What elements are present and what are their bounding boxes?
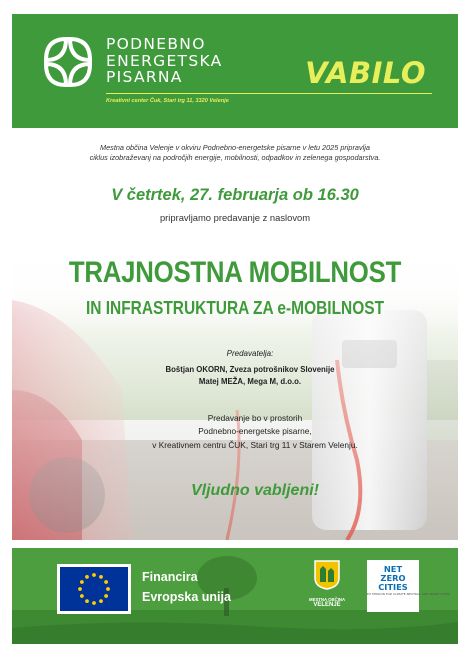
lecturers-label: Predavatelja: [226,349,274,358]
velenje-municipality-logo [309,560,345,608]
venue-line: Podnebno-energetske pisarne, [198,426,312,436]
intro-line: Mestna občina Velenje v okviru Podnebno-energetske pisarne v letu 2025 pripravlja [100,143,370,152]
brand-name [106,36,223,86]
brand-line: ENERGETSKA [106,51,223,70]
header-divider [106,93,432,94]
intro-line: ciklus izobraževanj na področjih energije, mobilnosti, odpadkov in zelenega gospodarstva. [89,153,381,162]
eu-flag-icon [60,567,128,611]
funding-text: Evropska unija [142,590,231,604]
welcome-message: Vljudno vabljeni! [190,482,319,499]
venue-line: Predavanje bo v prostorih [207,413,303,423]
nzc-tagline: EU MISSION FOR CLIMATE-NEUTRAL AND SMART CITIES [367,592,450,596]
header-banner [12,14,458,128]
footer-banner [12,548,458,644]
intro-paragraph [30,143,440,163]
brand-line: PISARNA [106,68,183,86]
net-zero-cities-logo [367,560,450,612]
nzc-text: NET [383,564,403,574]
funding-text: Financira [142,570,198,584]
nzc-text: ZERO [380,573,406,583]
invitation-heading: VABILO [305,56,426,90]
lecture-title-line1: TRAJNOSTNA MOBILNOST [68,256,402,289]
event-date: V četrtek, 27. februarja ob 16.30 [111,186,359,204]
office-address: Kreativni center Čuk, Stari trg 11, 3320 Velenje [106,98,229,104]
lecturer-item: Boštjan OKORN, Zveza potrošnikov Slovenije [165,365,335,374]
velenje-caption: VELENJE [313,602,341,608]
brand-line: PODNEBNO [106,35,206,53]
velenje-crest-icon [314,560,340,590]
venue-line: v Kreativnem centru ČUK, Stari trg 11 v Starem Velenju. [152,440,358,450]
velenje-caption: MESTNA OBČINA [309,597,346,602]
four-leaf-logo-icon [42,36,94,88]
lecture-title-line2: IN INFRASTRUKTURA ZA e-MOBILNOST [85,298,385,318]
lecturer-item: Matej MEŽA, Mega M, d.o.o. [198,377,302,386]
event-subtitle: pripravljamo predavanje z naslovom [159,212,311,223]
nzc-text: CITIES [378,582,408,592]
eu-flag-logo [57,564,131,614]
